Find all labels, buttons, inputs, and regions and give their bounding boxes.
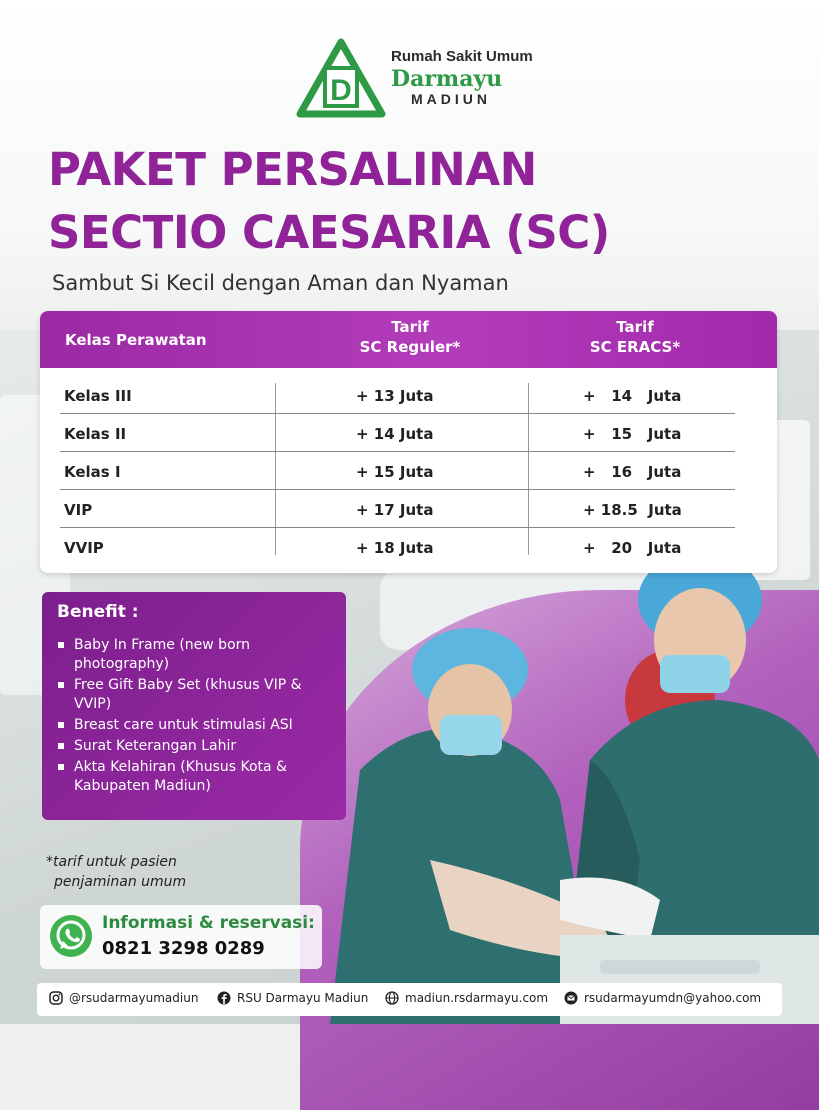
email-icon [564,991,578,1005]
row-kelas: Kelas I [64,463,121,481]
hospital-logo-mark [296,38,386,118]
header-eracs-line1: Tarif [616,318,654,336]
row-divider [60,527,735,528]
facebook-icon [217,991,231,1005]
row-reguler: + 15 Juta [356,463,434,481]
benefit-item: Free Gift Baby Set (khusus VIP & VVIP) [56,676,338,714]
benefit-box [42,592,346,820]
row-reguler: + 13 Juta [356,387,434,405]
row-eracs: + 18.5 Juta [583,501,682,519]
benefit-list [56,636,338,798]
row-kelas: VVIP [64,539,104,557]
benefit-item: Breast care untuk stimulasi ASI [56,716,338,735]
instagram-handle: @rsudarmayumadiun [69,991,199,1005]
title-line-2: SECTIO CAESARIA (SC) [48,206,610,259]
row-reguler: + 14 Juta [356,425,434,443]
header-eracs-line2: SC ERACS* [589,338,681,356]
contact-box [40,905,322,969]
row-kelas: Kelas III [64,387,132,405]
logo-line-1: Rumah Sakit Umum [391,48,533,65]
row-divider [60,489,735,490]
hospital-logo-text [391,48,533,107]
footer-instagram[interactable] [49,991,198,1005]
benefit-item: Surat Keterangan Lahir [56,737,338,756]
globe-icon [385,991,399,1005]
contact-phone[interactable]: 0821 3298 0289 [102,938,265,959]
instagram-icon [49,991,63,1005]
benefit-item: Baby In Frame (new born photography) [56,636,338,674]
contact-title: Informasi & reservasi: [102,913,315,933]
row-reguler: + 18 Juta [356,539,434,557]
logo-brand-name: Darmayu [391,66,503,92]
note-line-2: penjaminan umum [54,874,187,890]
svg-text:D: D [330,74,352,107]
tariff-note [46,852,186,892]
email-address: rsudarmayumdn@yahoo.com [584,991,762,1005]
header-reguler [330,317,490,357]
title-line-1: PAKET PERSALINAN [48,143,537,196]
note-line-1: *tarif untuk pasien [46,854,177,870]
row-reguler: + 17 Juta [356,501,434,519]
page-title [48,138,610,264]
header-eracs [555,317,715,357]
footer-bar [37,983,782,1016]
row-kelas: VIP [64,501,93,519]
header-kelas: Kelas Perawatan [65,331,207,349]
footer-email[interactable] [564,991,761,1005]
footer-facebook[interactable] [217,991,368,1005]
row-eracs: + 16 Juta [583,463,682,481]
facebook-page: RSU Darmayu Madiun [237,991,369,1005]
row-divider [60,451,735,452]
page-subtitle: Sambut Si Kecil dengan Aman dan Nyaman [52,271,509,295]
footer-website[interactable] [385,991,548,1005]
column-divider-2 [528,383,529,555]
row-eracs: + 20 Juta [583,539,682,557]
row-eracs: + 15 Juta [583,425,682,443]
header-reguler-line2: SC Reguler* [359,338,461,356]
row-eracs: + 14 Juta [583,387,682,405]
benefit-item: Akta Kelahiran (Khusus Kota & Kabupaten Madiun) [56,758,338,796]
header-reguler-line1: Tarif [391,318,429,336]
price-table [40,311,777,573]
benefit-title: Benefit : [57,602,139,622]
column-divider-1 [275,383,276,555]
website-url: madiun.rsdarmayu.com [405,991,549,1005]
whatsapp-icon [48,913,94,959]
logo-city: MADIUN [411,91,491,107]
table-header [40,311,777,368]
row-divider [60,413,735,414]
row-kelas: Kelas II [64,425,127,443]
